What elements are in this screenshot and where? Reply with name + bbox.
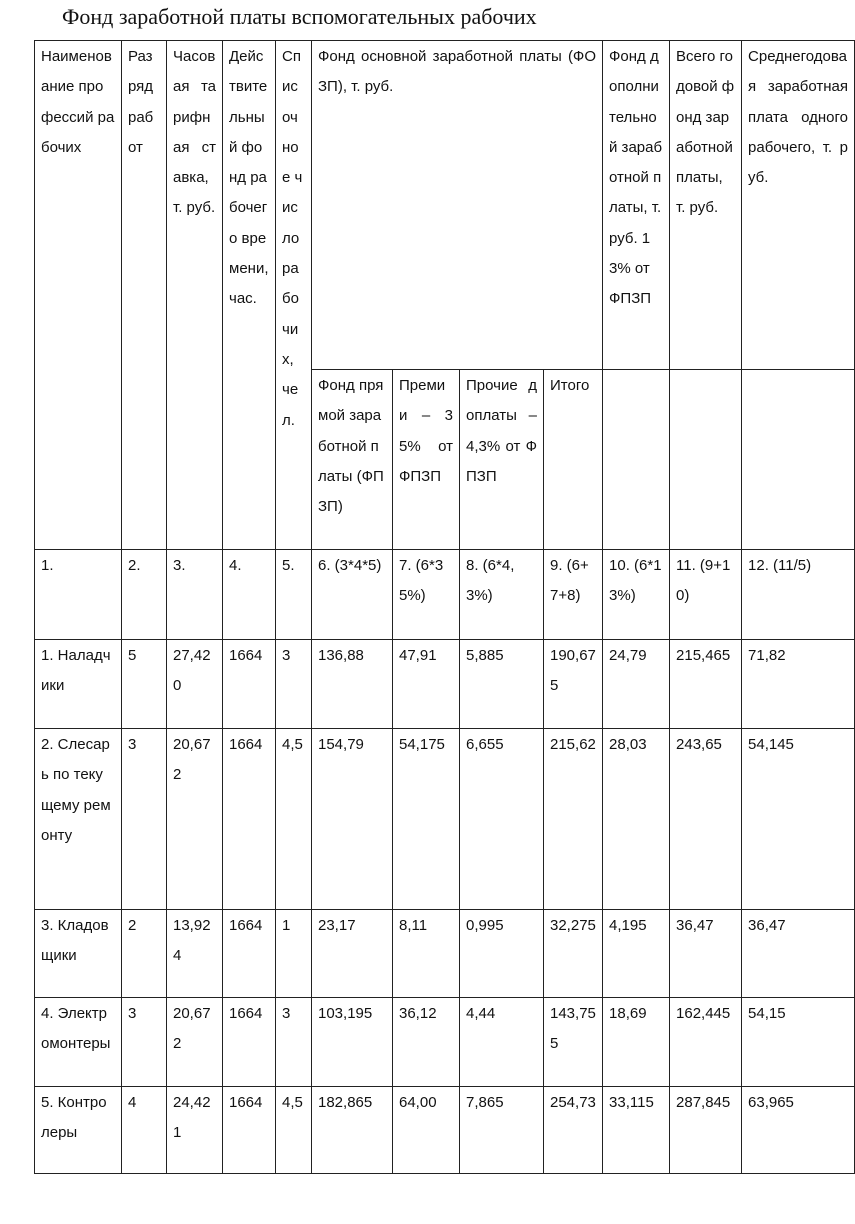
column-number: 3.: [167, 550, 223, 640]
cell-bonus: 64,00: [393, 1087, 460, 1174]
table-row: [35, 910, 855, 998]
column-number: 10. (6*13%): [603, 550, 670, 640]
column-number: 7. (6*35%): [393, 550, 460, 640]
cell-headcount: 1: [276, 910, 312, 998]
cell-hourly-rate: 27,420: [167, 640, 223, 729]
cell-grade: 4: [122, 1087, 167, 1174]
header-bonus: Премии – 35% от ФПЗП: [393, 370, 460, 550]
header-headcount: Списочное число рабочих, чел.: [276, 41, 312, 550]
cell-additional: 18,69: [603, 998, 670, 1087]
column-number: 11. (9+10): [670, 550, 742, 640]
header-hourly-rate: Часовая тарифная ставка, т. руб.: [167, 41, 223, 550]
cell-additional: 28,03: [603, 729, 670, 910]
cell-hourly-rate: 13,924: [167, 910, 223, 998]
cell-fpzp: 182,865: [312, 1087, 393, 1174]
cell-total-annual: 215,465: [670, 640, 742, 729]
cell-work-time: 1664: [223, 640, 276, 729]
column-number-row: [35, 550, 855, 640]
cell-avg-annual: 63,965: [742, 1087, 855, 1174]
cell-headcount: 4,5: [276, 1087, 312, 1174]
cell-other: 6,655: [460, 729, 544, 910]
cell-total-annual: 36,47: [670, 910, 742, 998]
cell-grade: 2: [122, 910, 167, 998]
header-empty-cell: [670, 370, 742, 550]
column-number: 4.: [223, 550, 276, 640]
cell-headcount: 4,5: [276, 729, 312, 910]
cell-avg-annual: 36,47: [742, 910, 855, 998]
cell-bonus: 8,11: [393, 910, 460, 998]
cell-grade: 5: [122, 640, 167, 729]
cell-other: 7,865: [460, 1087, 544, 1174]
cell-avg-annual: 54,15: [742, 998, 855, 1087]
wage-fund-table-container: [34, 40, 849, 1174]
column-number: 1.: [35, 550, 122, 640]
cell-work-time: 1664: [223, 729, 276, 910]
header-fpzp: Фонд прямой заработной платы (ФПЗП): [312, 370, 393, 550]
table-row: [35, 729, 855, 910]
cell-work-time: 1664: [223, 998, 276, 1087]
cell-grade: 3: [122, 998, 167, 1087]
cell-fpzp: 103,195: [312, 998, 393, 1087]
cell-other: 5,885: [460, 640, 544, 729]
header-fozp: Фонд основной заработной платы (ФОЗП), т. руб.: [312, 41, 603, 370]
cell-bonus: 47,91: [393, 640, 460, 729]
cell-profession: 3. Кладовщики: [35, 910, 122, 998]
cell-additional: 33,115: [603, 1087, 670, 1174]
header-empty-cell: [742, 370, 855, 550]
cell-work-time: 1664: [223, 1087, 276, 1174]
cell-fpzp: 23,17: [312, 910, 393, 998]
cell-additional: 4,195: [603, 910, 670, 998]
cell-total-annual: 243,65: [670, 729, 742, 910]
cell-work-time: 1664: [223, 910, 276, 998]
cell-profession: 2. Слесарь по текущему ремонту: [35, 729, 122, 910]
cell-avg-annual: 54,145: [742, 729, 855, 910]
cell-headcount: 3: [276, 640, 312, 729]
header-work-time: Действительный фонд рабочего времени, час.: [223, 41, 276, 550]
cell-profession: 1. Наладчики: [35, 640, 122, 729]
cell-fpzp: 154,79: [312, 729, 393, 910]
cell-itogo: 143,755: [544, 998, 603, 1087]
cell-profession: 5. Контролеры: [35, 1087, 122, 1174]
column-number: 9. (6+7+8): [544, 550, 603, 640]
cell-headcount: 3: [276, 998, 312, 1087]
cell-fpzp: 136,88: [312, 640, 393, 729]
header-total-annual: Всего годовой фонд заработной платы, т. руб.: [670, 41, 742, 370]
cell-total-annual: 287,845: [670, 1087, 742, 1174]
column-number: 6. (3*4*5): [312, 550, 393, 640]
header-avg-annual: Среднегодовая заработная плата одного рабочего, т. руб.: [742, 41, 855, 370]
header-grade: Разряд работ: [122, 41, 167, 550]
header-profession: Наименование профессий рабочих: [35, 41, 122, 550]
cell-additional: 24,79: [603, 640, 670, 729]
column-number: 2.: [122, 550, 167, 640]
cell-other: 4,44: [460, 998, 544, 1087]
cell-itogo: 32,275: [544, 910, 603, 998]
column-number: 5.: [276, 550, 312, 640]
cell-bonus: 54,175: [393, 729, 460, 910]
cell-hourly-rate: 20,672: [167, 729, 223, 910]
cell-itogo: 254,73: [544, 1087, 603, 1174]
wage-fund-table: [34, 40, 855, 1174]
cell-grade: 3: [122, 729, 167, 910]
cell-profession: 4. Электромонтеры: [35, 998, 122, 1087]
header-empty-cell: [603, 370, 670, 550]
cell-other: 0,995: [460, 910, 544, 998]
cell-itogo: 190,675: [544, 640, 603, 729]
table-row: [35, 1087, 855, 1174]
table-row: [35, 640, 855, 729]
header-other-payments: Прочие доплаты – 4,3% от ФПЗП: [460, 370, 544, 550]
header-row: [35, 41, 855, 370]
header-additional-fund: Фонд дополнительной заработной платы, т. руб. 13% от ФПЗП: [603, 41, 670, 370]
column-number: 8. (6*4,3%): [460, 550, 544, 640]
cell-itogo: 215,62: [544, 729, 603, 910]
cell-hourly-rate: 24,421: [167, 1087, 223, 1174]
page-title: Фонд заработной платы вспомогательных рабочих: [62, 4, 537, 29]
cell-avg-annual: 71,82: [742, 640, 855, 729]
cell-total-annual: 162,445: [670, 998, 742, 1087]
column-number: 12. (11/5): [742, 550, 855, 640]
cell-hourly-rate: 20,672: [167, 998, 223, 1087]
table-row: [35, 998, 855, 1087]
header-itogo: Итого: [544, 370, 603, 550]
cell-bonus: 36,12: [393, 998, 460, 1087]
